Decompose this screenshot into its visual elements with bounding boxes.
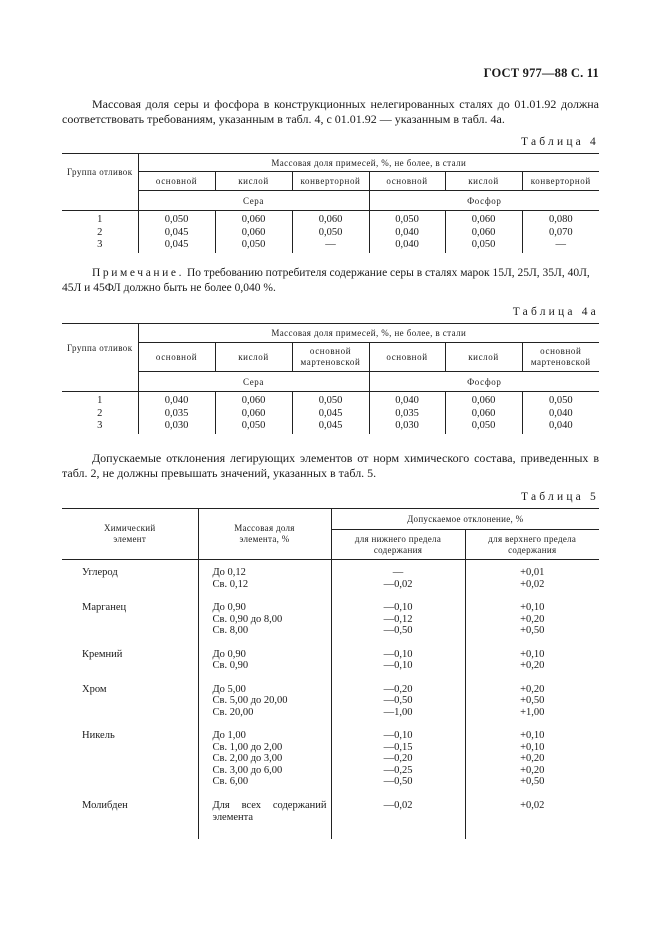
table5-tail-cell <box>331 825 465 839</box>
element-name: Марганец <box>62 602 198 649</box>
table5-tail-cell <box>198 825 331 839</box>
upper-deviation-cell: +0,01 +0,02 <box>520 567 545 590</box>
note-label: Примечание. <box>92 267 185 279</box>
lower-deviation-cell: —0,20 —0,50 —1,00 <box>331 684 465 731</box>
upper-deviation-cell: +0,10 +0,20 <box>520 648 545 671</box>
element-name: Никель <box>62 730 198 800</box>
lower-deviation-cell: —0,02 <box>331 800 465 825</box>
note <box>62 266 599 296</box>
upper-deviation-cell: +0,10 +0,20 +0,50 <box>520 602 545 636</box>
paragraph-deviations-text: Допускаемые отклонения легирующих элементов от норм химического состава, приведенных в табл. 2, не должны превышать значений, указанных в табл. 5. <box>62 451 599 480</box>
table4-sulfur-label: Сера <box>138 191 369 211</box>
table4-main-header: Массовая доля примесей, %, не более, в стали <box>138 154 599 172</box>
element-name: Молибден <box>62 800 198 825</box>
table4a-subheader: основной <box>369 343 445 372</box>
table4a-subheader: основной мартеновской <box>522 343 599 372</box>
table4-col-phosphorus-acid: 0,060 0,060 0,050 <box>445 211 522 253</box>
table5-upper-header: для верхнего предела содержания <box>465 530 599 560</box>
table4a-main-header: Массовая доля примесей, %, не более, в стали <box>138 324 599 343</box>
table4a-col-sulfur-acid: 0,060 0,060 0,050 <box>215 392 292 434</box>
table5 <box>62 508 599 839</box>
table5-row <box>62 730 599 800</box>
table4-col-phosphorus-basic: 0,050 0,040 0,040 <box>369 211 445 253</box>
fraction-cell: До 5,00 Св. 5,00 до 20,00 Св. 20,00 <box>198 684 331 731</box>
upper-deviation-cell: +0,02 <box>520 799 545 811</box>
note-text: По требованию потребителя содержание серы в сталях марок 15Л, 25Л, 35Л, 40Л, 45Л и 45ФЛ должно быть не более 0,040 %. <box>62 267 590 294</box>
table4a-groups: 1 2 3 <box>62 392 138 434</box>
table4 <box>62 153 599 253</box>
table5-row <box>62 649 599 684</box>
table4a-subheader: основной мартеновской <box>292 343 369 372</box>
table4-col-phosphorus-converter: 0,080 0,070 — <box>548 214 573 250</box>
lower-deviation-cell: —0,10 —0,12 —0,50 <box>331 602 465 649</box>
table4a-col-sulfur-basic: 0,040 0,035 0,030 <box>138 392 215 434</box>
element-name: Кремний <box>62 649 198 684</box>
table5-row <box>62 560 599 603</box>
table4-caption: Таблица 4 <box>521 136 599 148</box>
table4-group-header: Группа отливок <box>62 154 138 191</box>
table5-lower-header: для нижнего предела содержания <box>331 530 465 560</box>
upper-deviation-cell: +0,20 +0,50 +1,00 <box>520 683 545 718</box>
element-name: Хром <box>62 684 198 731</box>
table4a-phosphorus-label: Фосфор <box>369 372 599 392</box>
lower-deviation-cell: — —0,02 <box>331 560 465 603</box>
table4-groups: 1 2 3 <box>62 211 138 253</box>
fraction-cell: До 0,90 Св. 0,90 до 8,00 Св. 8,00 <box>198 602 331 649</box>
table4a-subheader: основной <box>138 343 215 372</box>
table4-subheader: основной <box>138 172 215 191</box>
element-name: Углерод <box>62 560 198 603</box>
table4-col-sulfur-basic: 0,050 0,045 0,045 <box>138 211 215 253</box>
fraction-cell: До 1,00 Св. 1,00 до 2,00 Св. 2,00 до 3,00 Св. 3,00 до 6,00 Св. 6,00 <box>198 730 331 800</box>
table5-tail-cell <box>465 825 599 839</box>
lower-deviation-cell: —0,10 —0,15 —0,20 —0,25 —0,50 <box>331 730 465 800</box>
table5-tail <box>62 825 599 839</box>
table4a-col-phosphorus-open-hearth: 0,050 0,040 0,040 <box>548 395 573 431</box>
intro-paragraph <box>62 97 599 127</box>
table4-col-sulfur-acid: 0,060 0,060 0,050 <box>215 211 292 253</box>
table4-subheader: кислой <box>215 172 292 191</box>
table4a-col-phosphorus-acid: 0,060 0,060 0,050 <box>445 392 522 434</box>
table4-spacer <box>62 191 138 211</box>
lower-deviation-cell: —0,10 —0,10 <box>331 649 465 684</box>
page-header: ГОСТ 977—88 С. 11 <box>483 66 599 80</box>
table4a-subheader: кислой <box>445 343 522 372</box>
table4a-subheader: кислой <box>215 343 292 372</box>
table4-subheader: конверторной <box>522 172 599 191</box>
table5-row <box>62 800 599 825</box>
table5-fraction-header: Массовая доля элемента, % <box>198 509 331 560</box>
table5-element-header: Химический элемент <box>62 509 198 560</box>
table4-subheader: кислой <box>445 172 522 191</box>
upper-deviation-cell: +0,10 +0,10 +0,20 +0,20 +0,50 <box>520 730 545 787</box>
table4-subheader: конверторной <box>292 172 369 191</box>
paragraph-deviations <box>62 451 599 481</box>
table4a-sulfur-label: Сера <box>138 372 369 392</box>
table4-subheader: основной <box>369 172 445 191</box>
table4a-group-header: Группа отливок <box>62 324 138 372</box>
intro-text: Массовая доля серы и фосфора в конструкционных нелегированных сталях до 01.01.92 должна соответствовать требованиям, указанным в табл. 4, с 01.01.92 — указанным в табл. 4а. <box>62 97 599 126</box>
table5-deviation-header: Допускаемое отклонение, % <box>331 509 599 530</box>
table5-row <box>62 684 599 731</box>
table4-col-sulfur-converter: 0,060 0,050 — <box>292 211 369 253</box>
table5-caption: Таблица 5 <box>521 491 599 503</box>
table5-row <box>62 602 599 649</box>
table4a-caption: Таблица 4а <box>512 306 599 318</box>
table5-tail-cell <box>62 825 198 839</box>
table4a <box>62 323 599 434</box>
fraction-cell: До 0,90 Св. 0,90 <box>198 649 331 684</box>
fraction-cell: Для всех содержаний элемента <box>198 800 331 825</box>
table4-phosphorus-label: Фосфор <box>369 191 599 211</box>
table4a-col-phosphorus-basic: 0,040 0,035 0,030 <box>369 392 445 434</box>
table4a-spacer <box>62 372 138 392</box>
fraction-cell: До 0,12 Св. 0,12 <box>198 560 331 603</box>
table4a-col-sulfur-open-hearth: 0,050 0,045 0,045 <box>292 392 369 434</box>
